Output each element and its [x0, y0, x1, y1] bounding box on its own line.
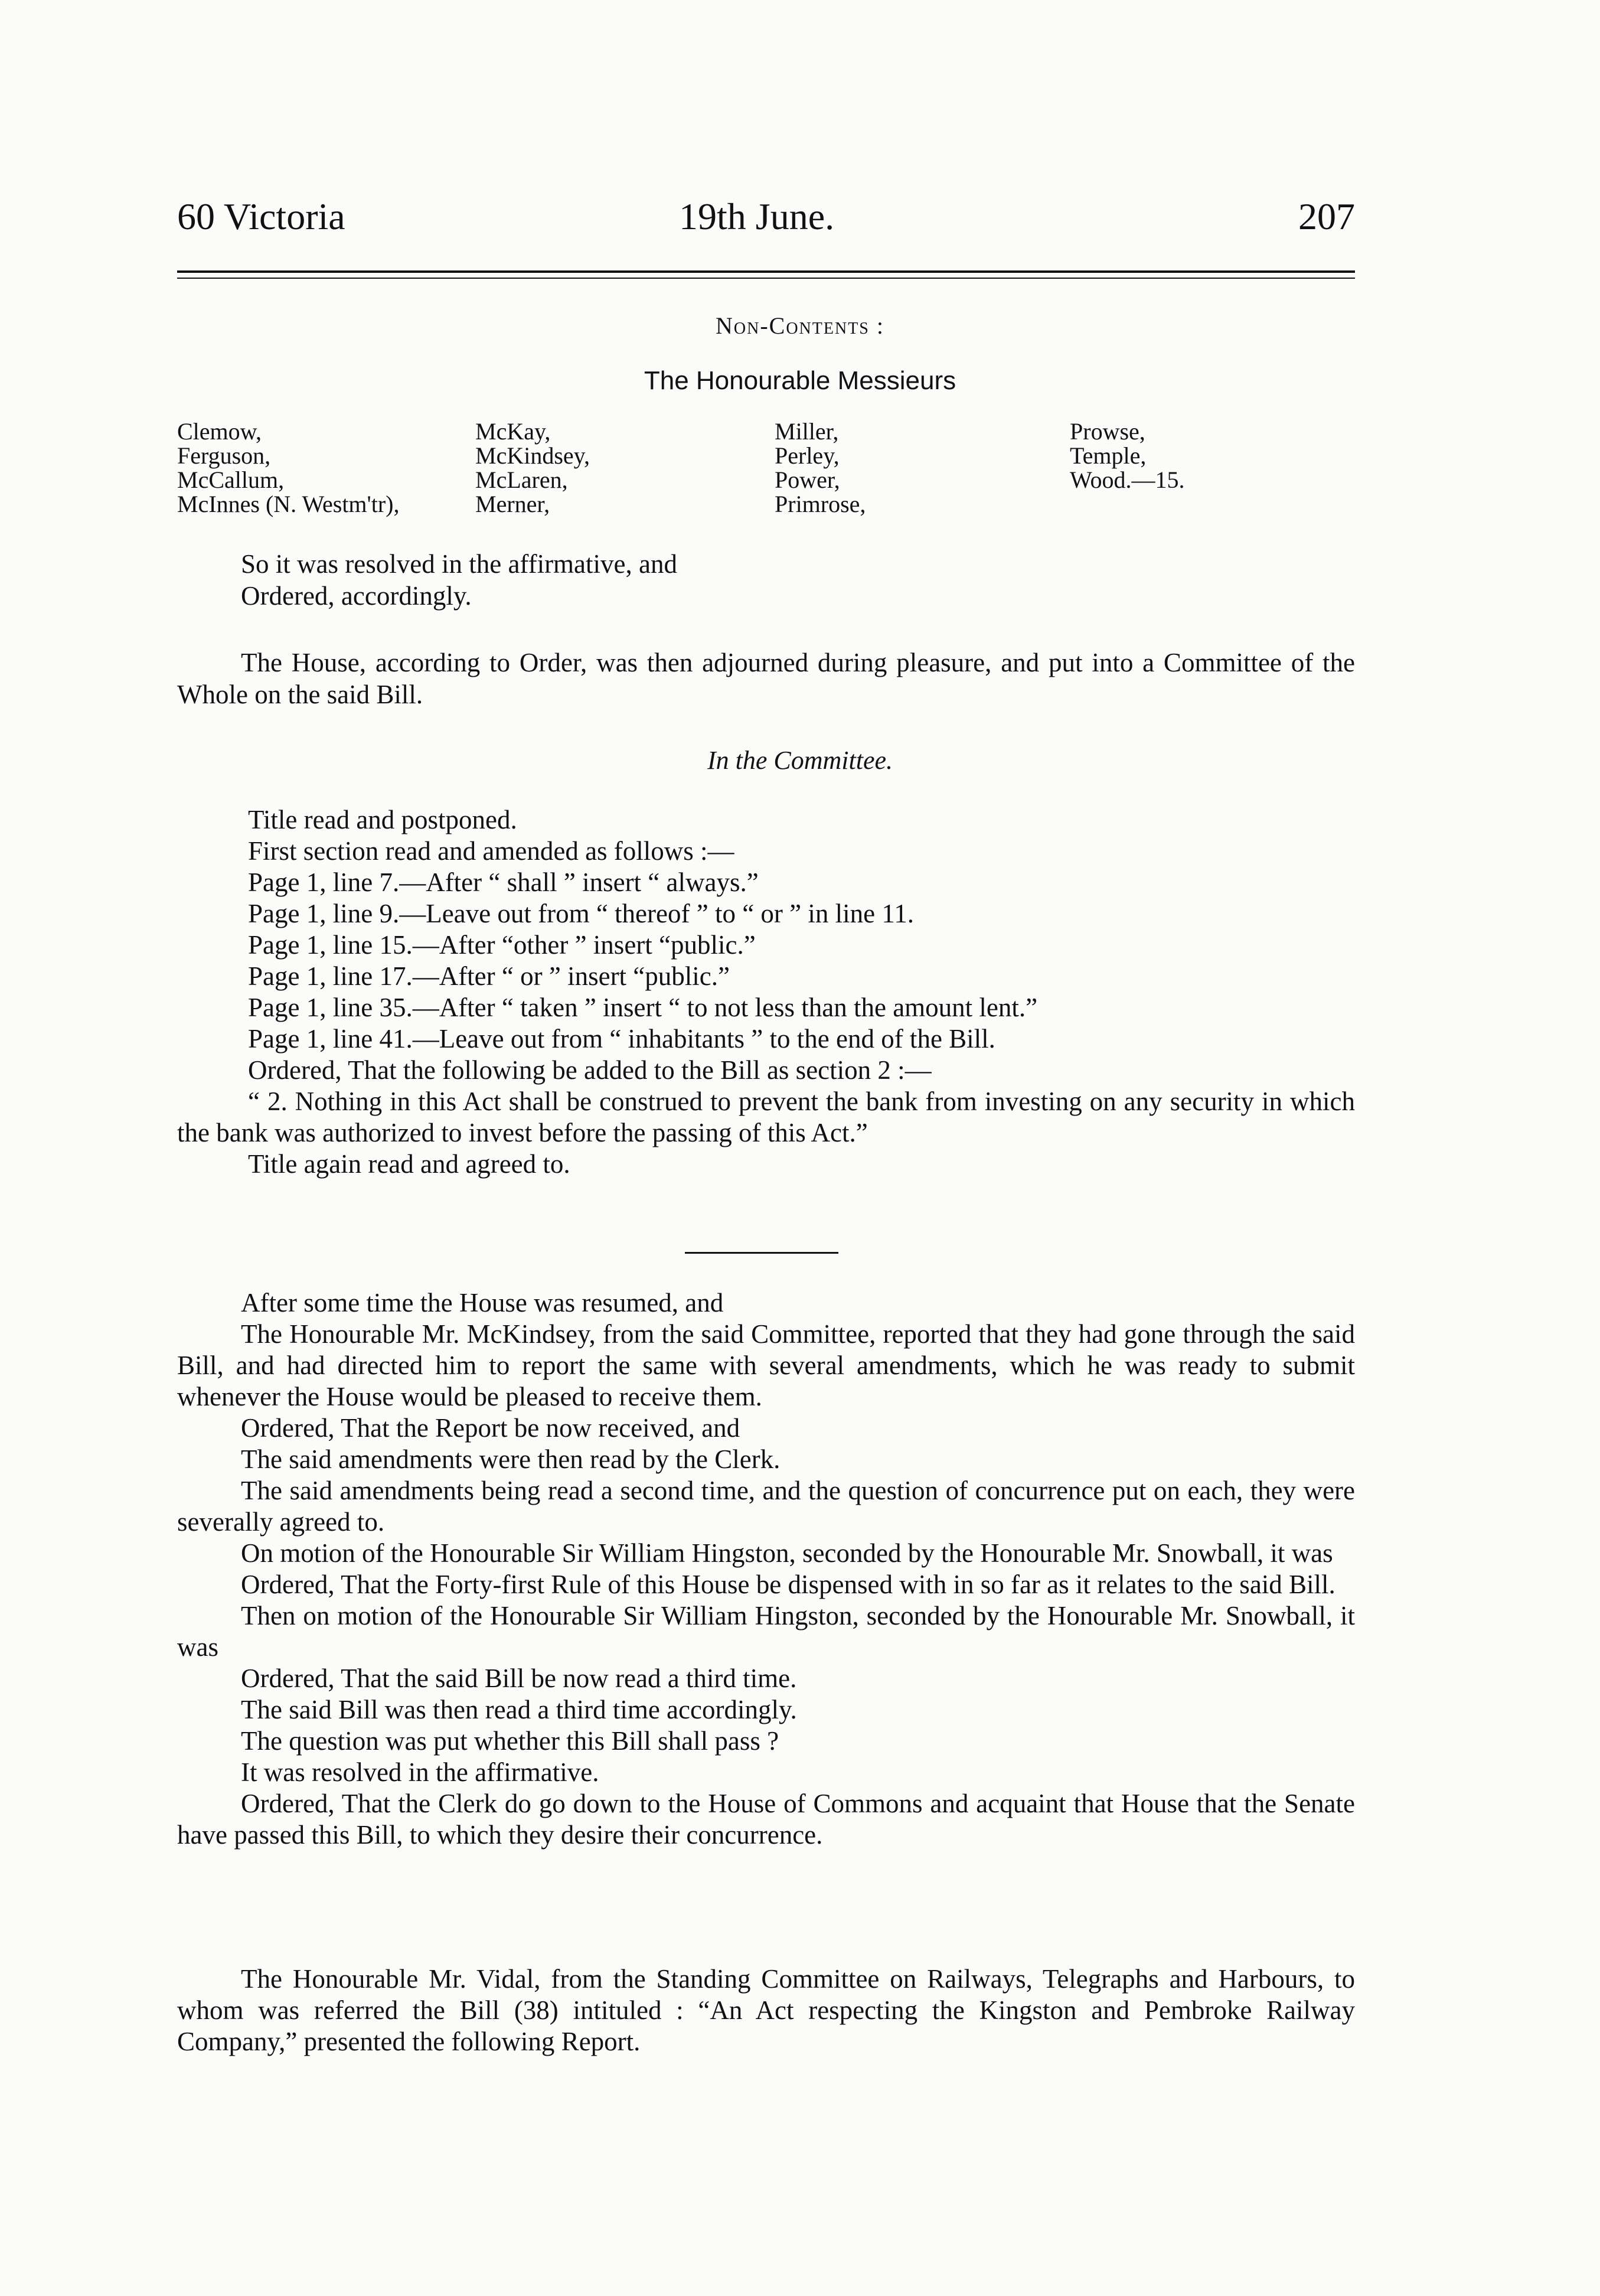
amendment-line: Page 1, line 7.—After “ shall ” insert “ always.”: [248, 867, 759, 897]
senator-name: McInnes (N. Westm'tr),: [177, 491, 400, 517]
committee-line: Title read and postponed.: [248, 805, 517, 834]
committee-line: Ordered, That the following be added to the Bill as section 2 :—: [248, 1055, 932, 1085]
report-intro-paragraph: The Honourable Mr. Vidal, from the Standing Committee on Railways, Telegraphs and Harbours, to whom was referred the Bill (38) intituled : “An Act respecting the Kingston and Pembroke Railway Company,” presented the following Report.: [177, 1964, 1355, 2056]
senator-name: Power,: [775, 467, 840, 493]
proceeding-paragraph: Ordered, That the said Bill be now read a third time.: [241, 1664, 797, 1693]
messieurs-subheading: The Honourable Messieurs: [644, 366, 956, 395]
header-rule-bottom: [177, 278, 1355, 279]
resolution-block: [177, 548, 1355, 612]
senator-name: Temple,: [1070, 442, 1147, 469]
committee-heading: In the Committee.: [707, 746, 893, 775]
section-2-text: “ 2. Nothing in this Act shall be construed to prevent the bank from investing on any security in which the bank was authorized to invest before the passing of this Act.”: [177, 1087, 1355, 1147]
session-label: 60 Victoria: [177, 195, 345, 237]
proceeding-paragraph: Ordered, That the Clerk do go down to the House of Commons and acquaint that House that the Senate have passed this Bill, to which they desire their concurrence.: [177, 1789, 1355, 1850]
amendment-line: Page 1, line 41.—Leave out from “ inhabitants ” to the end of the Bill.: [248, 1024, 995, 1054]
proceeding-paragraph: After some time the House was resumed, and: [241, 1288, 724, 1317]
proceeding-paragraph: On motion of the Honourable Sir William Hingston, seconded by the Honourable Mr. Snowball, it was: [241, 1538, 1333, 1568]
running-header: [177, 195, 1355, 242]
committee-lines: [177, 804, 1355, 1086]
ordered-line: Ordered, accordingly.: [241, 581, 472, 611]
senator-name: Clemow,: [177, 418, 262, 445]
non-contents-heading: Non-Contents :: [716, 312, 884, 339]
senator-name: Prowse,: [1070, 418, 1145, 445]
senator-name: McKindsey,: [475, 442, 590, 469]
report-proceedings: [177, 1287, 1355, 1851]
section-divider: [685, 1252, 838, 1254]
senator-name: McKay,: [475, 418, 551, 445]
senator-name: Ferguson,: [177, 442, 271, 469]
proceeding-paragraph: Then on motion of the Honourable Sir William Hingston, seconded by the Honourable Mr. Snowball, it was: [177, 1601, 1355, 1662]
senator-name: McLaren,: [475, 467, 568, 493]
resolved-line: So it was resolved in the affirmative, and: [241, 549, 677, 579]
amendment-line: Page 1, line 15.—After “other ” insert “public.”: [248, 930, 756, 960]
names-column-1: [177, 419, 400, 516]
title-agreed-line: Title again read and agreed to.: [248, 1149, 570, 1179]
proceeding-paragraph: Ordered, That the Forty-first Rule of this House be dispensed with in so far as it relates to the said Bill.: [241, 1570, 1335, 1599]
amendment-line: Page 1, line 9.—Leave out from “ thereof ” to “ or ” in line 11.: [248, 899, 914, 928]
header-rule-top: [177, 270, 1355, 273]
amendment-line: Page 1, line 17.—After “ or ” insert “public.”: [248, 961, 730, 991]
proceeding-paragraph: The Honourable Mr. McKindsey, from the said Committee, reported that they had gone through the said Bill, and had directed him to report the same with several amendments, which he was ready to submit whenever the House would be pleased to receive them.: [177, 1319, 1355, 1411]
senator-name: Perley,: [775, 442, 840, 469]
proceeding-paragraph: The question was put whether this Bill shall pass ?: [241, 1726, 779, 1756]
names-column-2: [475, 419, 590, 516]
senator-name: McCallum,: [177, 467, 285, 493]
proceeding-paragraph: The said amendments being read a second time, and the question of concurrence put on each, they were severally agreed to.: [177, 1476, 1355, 1537]
report-intro-block: [177, 1964, 1355, 2057]
names-column-4: [1070, 419, 1185, 492]
proceeding-paragraph: Ordered, That the Report be now received, and: [241, 1413, 740, 1443]
names-column-3: [775, 419, 866, 516]
adjournment-paragraph-block: [177, 647, 1355, 710]
senator-name: Wood.—15.: [1070, 467, 1185, 493]
proceeding-paragraph: The said amendments were then read by the Clerk.: [241, 1444, 781, 1474]
committee-line: First section read and amended as follows :—: [248, 836, 734, 866]
proceeding-paragraph: The said Bill was then read a third time accordingly.: [241, 1695, 797, 1724]
date-label: 19th June.: [679, 195, 835, 237]
page-number: 207: [1298, 195, 1355, 237]
senator-name: Primrose,: [775, 491, 866, 517]
adjournment-paragraph: The House, according to Order, was then adjourned during pleasure, and put into a Committee of the Whole on the said Bill.: [177, 648, 1355, 709]
senator-name: Miller,: [775, 418, 839, 445]
committee-proceedings: [177, 804, 1355, 1180]
proceeding-paragraph: It was resolved in the affirmative.: [241, 1757, 599, 1787]
amendment-line: Page 1, line 35.—After “ taken ” insert “ to not less than the amount lent.”: [248, 993, 1038, 1022]
senator-name: Merner,: [475, 491, 550, 517]
